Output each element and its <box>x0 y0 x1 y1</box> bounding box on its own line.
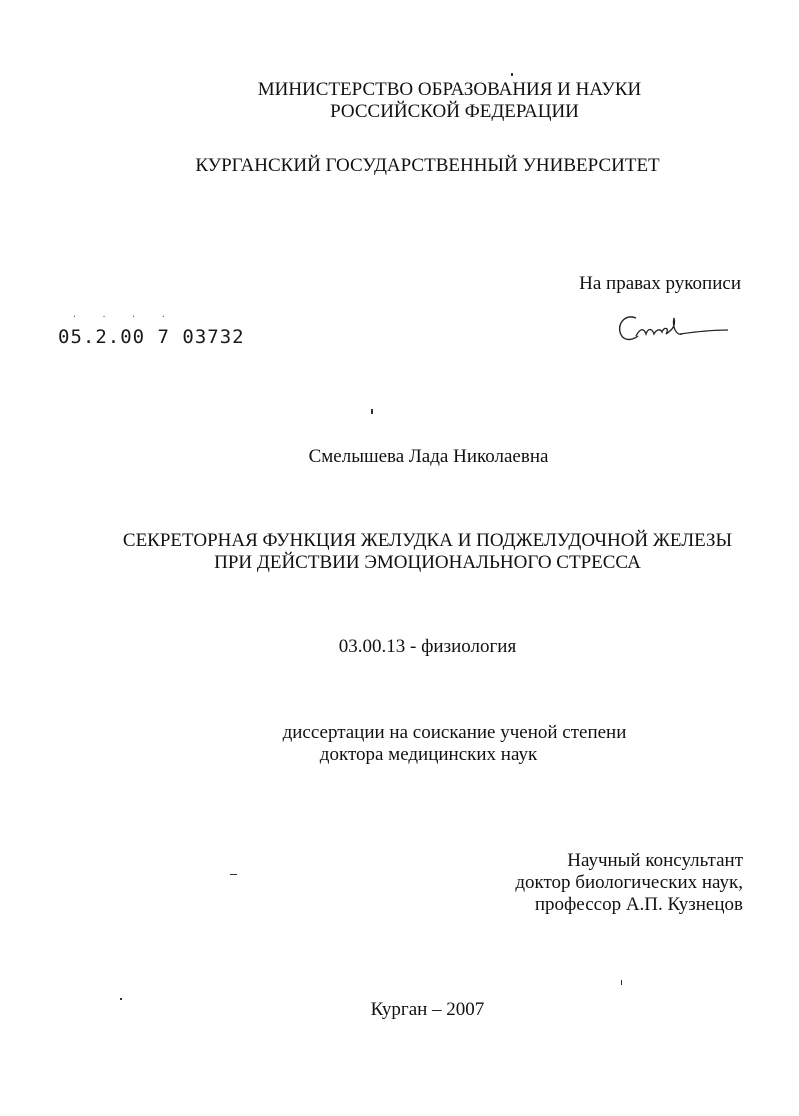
speck <box>371 409 373 414</box>
ministry-line-1: МИНИСТЕРСТВО ОБРАЗОВАНИЯ И НАУКИ <box>257 79 642 100</box>
handwritten-signature <box>614 308 734 350</box>
degree-line-1: диссертации на соискание ученой степени <box>282 722 627 743</box>
specialty-code: 03.00.13 - физиология <box>338 636 517 657</box>
speck <box>511 73 513 76</box>
degree-line-2: доктора медицинских наук <box>319 744 538 765</box>
city-year: Курган – 2007 <box>370 999 485 1020</box>
author-name: Смелышева Лада Николаевна <box>308 446 549 467</box>
consultant-name: профессор А.П. Кузнецов <box>534 894 743 915</box>
university-name: КУРГАНСКИЙ ГОСУДАРСТВЕННЫЙ УНИВЕРСИТЕТ <box>195 155 660 176</box>
consultant-label: Научный консультант <box>567 850 743 871</box>
dissertation-title-line-2: ПРИ ДЕЙСТВИИ ЭМОЦИОНАЛЬНОГО СТРЕССА <box>214 552 641 573</box>
stamp-dots: · · · · <box>72 312 176 321</box>
ministry-line-2: РОССИЙСКОЙ ФЕДЕРАЦИИ <box>330 101 579 122</box>
speck <box>621 980 622 985</box>
dissertation-title-line-1: СЕКРЕТОРНАЯ ФУНКЦИЯ ЖЕЛУДКА И ПОДЖЕЛУДОЧНОЙ ЖЕЛЕЗЫ <box>122 530 733 551</box>
speck <box>230 874 237 875</box>
archive-stamp-number: 05.2.00 7 03732 <box>58 326 245 348</box>
rights-note: На правах рукописи <box>579 273 741 294</box>
consultant-degree: доктор биологических наук, <box>515 872 743 893</box>
